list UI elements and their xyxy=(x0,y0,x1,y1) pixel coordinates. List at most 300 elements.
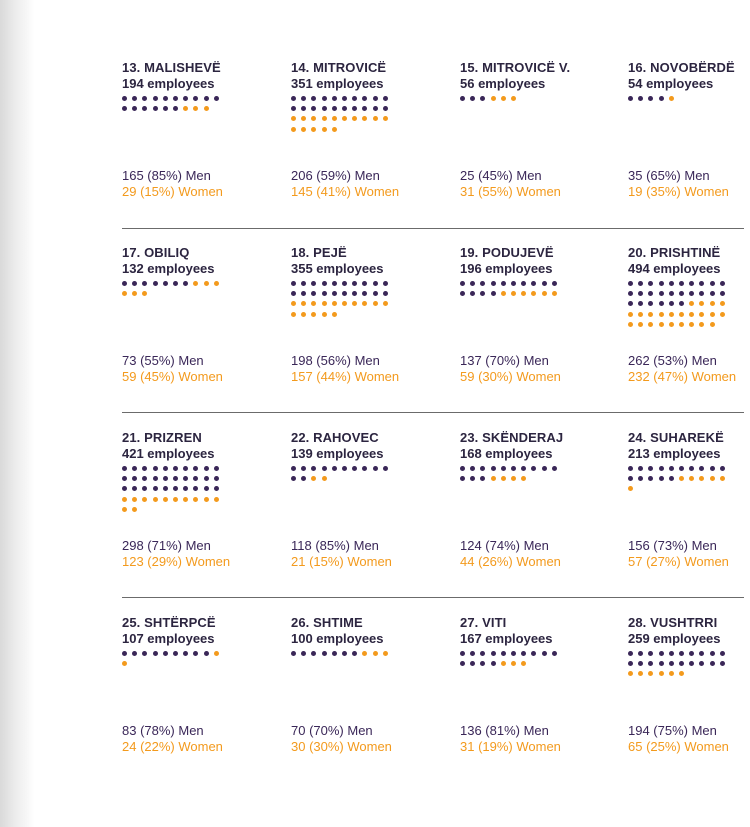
employee-count: 107 employees xyxy=(122,631,215,646)
municipality-title: 24. SUHAREKË xyxy=(628,430,724,445)
employee-count: 355 employees xyxy=(291,261,384,276)
women-count: 19 (35%) Women xyxy=(628,184,729,199)
men-dot xyxy=(173,466,178,471)
men-dot xyxy=(173,486,178,491)
employee-count: 167 employees xyxy=(460,631,553,646)
men-dot xyxy=(122,486,127,491)
men-dot xyxy=(301,651,306,656)
dot-chart xyxy=(291,651,421,711)
men-dot xyxy=(648,281,653,286)
men-dot xyxy=(311,281,316,286)
men-dot xyxy=(153,106,158,111)
men-dot xyxy=(480,466,485,471)
men-count: 198 (56%) Men xyxy=(291,353,380,368)
women-dot xyxy=(214,497,219,502)
men-dot xyxy=(132,651,137,656)
men-dot xyxy=(531,466,536,471)
municipality-card xyxy=(122,430,282,590)
women-dot xyxy=(542,291,547,296)
men-dot xyxy=(352,466,357,471)
municipality-title: 19. PODUJEVË xyxy=(460,245,554,260)
employee-count: 194 employees xyxy=(122,76,215,91)
women-count: 44 (26%) Women xyxy=(460,554,561,569)
women-dot xyxy=(638,322,643,327)
women-dot xyxy=(511,476,516,481)
men-dot xyxy=(521,281,526,286)
men-dot xyxy=(301,281,306,286)
men-dot xyxy=(470,661,475,666)
women-count: 31 (55%) Women xyxy=(460,184,561,199)
men-dot xyxy=(501,281,506,286)
women-count: 24 (22%) Women xyxy=(122,739,223,754)
men-dot xyxy=(689,466,694,471)
men-dot xyxy=(511,281,516,286)
men-count: 25 (45%) Men xyxy=(460,168,542,183)
women-dot xyxy=(628,671,633,676)
women-dot xyxy=(362,651,367,656)
women-dot xyxy=(531,291,536,296)
men-dot xyxy=(214,476,219,481)
men-dot xyxy=(638,651,643,656)
women-dot xyxy=(362,116,367,121)
women-dot xyxy=(679,322,684,327)
men-dot xyxy=(373,96,378,101)
women-dot xyxy=(699,301,704,306)
dot-chart xyxy=(460,96,590,156)
women-count: 157 (44%) Women xyxy=(291,369,400,384)
men-dot xyxy=(153,96,158,101)
men-dot xyxy=(352,291,357,296)
women-dot xyxy=(383,116,388,121)
women-dot xyxy=(301,312,306,317)
men-dot xyxy=(311,96,316,101)
employee-count: 100 employees xyxy=(291,631,384,646)
men-dot xyxy=(679,291,684,296)
women-dot xyxy=(322,476,327,481)
women-dot xyxy=(173,497,178,502)
women-dot xyxy=(679,312,684,317)
men-dot xyxy=(163,466,168,471)
municipality-card xyxy=(122,615,282,775)
men-dot xyxy=(689,661,694,666)
men-count: 124 (74%) Men xyxy=(460,538,549,553)
men-dot xyxy=(291,466,296,471)
women-dot xyxy=(163,497,168,502)
dot-chart xyxy=(460,281,590,341)
employee-count: 196 employees xyxy=(460,261,553,276)
men-dot xyxy=(679,661,684,666)
men-dot xyxy=(322,281,327,286)
municipality-card xyxy=(460,60,620,220)
men-dot xyxy=(501,651,506,656)
men-dot xyxy=(531,651,536,656)
men-dot xyxy=(659,651,664,656)
men-dot xyxy=(720,466,725,471)
dot-chart xyxy=(122,466,252,526)
dot-chart xyxy=(122,281,252,341)
women-dot xyxy=(311,301,316,306)
men-dot xyxy=(193,651,198,656)
women-dot xyxy=(204,106,209,111)
women-dot xyxy=(521,661,526,666)
men-dot xyxy=(142,96,147,101)
women-dot xyxy=(122,661,127,666)
women-dot xyxy=(699,476,704,481)
men-dot xyxy=(648,651,653,656)
men-dot xyxy=(638,301,643,306)
men-dot xyxy=(122,476,127,481)
women-dot xyxy=(352,301,357,306)
men-dot xyxy=(521,651,526,656)
men-dot xyxy=(480,476,485,481)
men-dot xyxy=(122,281,127,286)
men-count: 136 (81%) Men xyxy=(460,723,549,738)
men-dot xyxy=(362,96,367,101)
women-dot xyxy=(291,116,296,121)
men-dot xyxy=(648,466,653,471)
men-count: 83 (78%) Men xyxy=(122,723,204,738)
dot-chart xyxy=(628,651,750,711)
men-dot xyxy=(669,291,674,296)
women-dot xyxy=(383,301,388,306)
men-dot xyxy=(491,466,496,471)
women-dot xyxy=(638,312,643,317)
employee-count: 132 employees xyxy=(122,261,215,276)
men-dot xyxy=(332,651,337,656)
dot-chart xyxy=(460,651,590,711)
men-dot xyxy=(173,281,178,286)
women-dot xyxy=(301,116,306,121)
men-dot xyxy=(470,291,475,296)
men-dot xyxy=(173,651,178,656)
men-dot xyxy=(689,291,694,296)
dot-chart xyxy=(628,466,750,526)
men-dot xyxy=(352,281,357,286)
men-count: 206 (59%) Men xyxy=(291,168,380,183)
men-dot xyxy=(628,476,633,481)
women-dot xyxy=(648,312,653,317)
women-dot xyxy=(291,127,296,132)
men-dot xyxy=(720,281,725,286)
men-dot xyxy=(710,281,715,286)
men-dot xyxy=(132,466,137,471)
men-dot xyxy=(628,301,633,306)
men-dot xyxy=(383,96,388,101)
women-dot xyxy=(142,497,147,502)
women-dot xyxy=(679,671,684,676)
men-dot xyxy=(342,651,347,656)
women-dot xyxy=(501,476,506,481)
dot-chart xyxy=(291,466,421,526)
women-dot xyxy=(301,301,306,306)
women-dot xyxy=(132,291,137,296)
men-dot xyxy=(301,96,306,101)
women-dot xyxy=(373,301,378,306)
women-dot xyxy=(142,291,147,296)
men-dot xyxy=(669,651,674,656)
men-dot xyxy=(291,96,296,101)
men-dot xyxy=(214,96,219,101)
men-dot xyxy=(204,651,209,656)
men-dot xyxy=(163,281,168,286)
women-count: 30 (30%) Women xyxy=(291,739,392,754)
men-dot xyxy=(373,291,378,296)
men-dot xyxy=(648,476,653,481)
men-dot xyxy=(669,281,674,286)
women-dot xyxy=(342,116,347,121)
men-dot xyxy=(648,96,653,101)
men-dot xyxy=(699,661,704,666)
men-dot xyxy=(183,651,188,656)
men-dot xyxy=(542,651,547,656)
women-dot xyxy=(193,281,198,286)
municipality-title: 15. MITROVICË V. xyxy=(460,60,571,75)
women-dot xyxy=(521,476,526,481)
men-dot xyxy=(311,106,316,111)
men-dot xyxy=(291,281,296,286)
municipality-title: 18. PEJË xyxy=(291,245,347,260)
women-dot xyxy=(311,127,316,132)
women-dot xyxy=(332,127,337,132)
men-dot xyxy=(132,486,137,491)
men-dot xyxy=(460,661,465,666)
men-count: 118 (85%) Men xyxy=(291,538,379,553)
women-dot xyxy=(491,476,496,481)
municipality-title: 28. VUSHTRRI xyxy=(628,615,718,630)
municipality-title: 20. PRISHTINË xyxy=(628,245,721,260)
men-dot xyxy=(491,281,496,286)
women-dot xyxy=(669,322,674,327)
women-count: 59 (30%) Women xyxy=(460,369,561,384)
municipality-title: 22. RAHOVEC xyxy=(291,430,379,445)
men-dot xyxy=(373,106,378,111)
women-dot xyxy=(720,301,725,306)
men-dot xyxy=(480,281,485,286)
men-dot xyxy=(659,301,664,306)
women-dot xyxy=(659,671,664,676)
men-dot xyxy=(153,476,158,481)
women-dot xyxy=(153,497,158,502)
municipality-title: 26. SHTIME xyxy=(291,615,363,630)
employee-count: 54 employees xyxy=(628,76,714,91)
women-dot xyxy=(291,312,296,317)
men-dot xyxy=(142,466,147,471)
men-count: 35 (65%) Men xyxy=(628,168,710,183)
women-dot xyxy=(689,476,694,481)
men-dot xyxy=(204,486,209,491)
men-dot xyxy=(193,476,198,481)
women-count: 31 (19%) Women xyxy=(460,739,561,754)
women-dot xyxy=(501,661,506,666)
men-dot xyxy=(628,291,633,296)
women-dot xyxy=(689,322,694,327)
men-dot xyxy=(122,466,127,471)
men-dot xyxy=(669,661,674,666)
men-dot xyxy=(460,96,465,101)
men-dot xyxy=(542,466,547,471)
men-dot xyxy=(699,291,704,296)
men-dot xyxy=(669,476,674,481)
men-dot xyxy=(491,651,496,656)
men-dot xyxy=(710,466,715,471)
men-dot xyxy=(362,466,367,471)
men-dot xyxy=(659,291,664,296)
men-dot xyxy=(470,476,475,481)
men-dot xyxy=(332,291,337,296)
men-dot xyxy=(648,301,653,306)
women-dot xyxy=(648,322,653,327)
men-count: 73 (55%) Men xyxy=(122,353,204,368)
women-dot xyxy=(332,116,337,121)
municipality-title: 13. MALISHEVË xyxy=(122,60,221,75)
men-dot xyxy=(183,96,188,101)
dot-chart xyxy=(460,466,590,526)
men-count: 165 (85%) Men xyxy=(122,168,211,183)
men-dot xyxy=(163,651,168,656)
women-dot xyxy=(720,312,725,317)
employee-count: 139 employees xyxy=(291,446,384,461)
men-dot xyxy=(383,106,388,111)
employee-count: 168 employees xyxy=(460,446,553,461)
men-dot xyxy=(699,651,704,656)
women-dot xyxy=(628,486,633,491)
women-dot xyxy=(669,671,674,676)
men-dot xyxy=(214,486,219,491)
men-dot xyxy=(332,106,337,111)
men-dot xyxy=(183,476,188,481)
women-dot xyxy=(311,116,316,121)
men-dot xyxy=(460,476,465,481)
men-dot xyxy=(291,106,296,111)
men-dot xyxy=(362,291,367,296)
men-dot xyxy=(531,281,536,286)
men-dot xyxy=(301,466,306,471)
men-dot xyxy=(659,281,664,286)
men-count: 137 (70%) Men xyxy=(460,353,549,368)
men-dot xyxy=(689,281,694,286)
women-count: 65 (25%) Women xyxy=(628,739,729,754)
men-dot xyxy=(552,466,557,471)
men-dot xyxy=(470,466,475,471)
men-dot xyxy=(332,281,337,286)
women-dot xyxy=(720,476,725,481)
men-dot xyxy=(470,96,475,101)
employee-count: 259 employees xyxy=(628,631,721,646)
women-count: 59 (45%) Women xyxy=(122,369,223,384)
municipality-card xyxy=(628,615,750,775)
men-count: 156 (73%) Men xyxy=(628,538,717,553)
women-dot xyxy=(710,301,715,306)
men-dot xyxy=(501,466,506,471)
men-dot xyxy=(142,476,147,481)
women-dot xyxy=(501,291,506,296)
municipality-title: 27. VITI xyxy=(460,615,507,630)
women-dot xyxy=(342,301,347,306)
men-dot xyxy=(352,651,357,656)
men-dot xyxy=(720,651,725,656)
men-dot xyxy=(491,661,496,666)
men-count: 194 (75%) Men xyxy=(628,723,717,738)
women-dot xyxy=(501,96,506,101)
men-dot xyxy=(659,96,664,101)
women-dot xyxy=(291,301,296,306)
municipality-card xyxy=(628,245,750,405)
men-count: 262 (53%) Men xyxy=(628,353,717,368)
women-dot xyxy=(352,116,357,121)
row-divider xyxy=(122,228,744,229)
row-divider xyxy=(122,412,744,413)
women-dot xyxy=(214,651,219,656)
municipality-title: 14. MITROVICË xyxy=(291,60,387,75)
men-dot xyxy=(183,281,188,286)
employee-count: 351 employees xyxy=(291,76,384,91)
women-dot xyxy=(183,106,188,111)
women-dot xyxy=(301,127,306,132)
women-dot xyxy=(521,291,526,296)
men-dot xyxy=(628,281,633,286)
men-dot xyxy=(153,486,158,491)
municipality-title: 23. SKËNDERAJ xyxy=(460,430,564,445)
men-dot xyxy=(311,466,316,471)
women-dot xyxy=(511,291,516,296)
men-dot xyxy=(480,651,485,656)
men-dot xyxy=(542,281,547,286)
women-count: 57 (27%) Women xyxy=(628,554,729,569)
women-dot xyxy=(362,301,367,306)
municipality-card xyxy=(291,430,451,590)
municipality-title: 25. SHTËRPCË xyxy=(122,615,216,630)
men-dot xyxy=(153,466,158,471)
women-dot xyxy=(689,312,694,317)
women-dot xyxy=(122,497,127,502)
men-dot xyxy=(383,291,388,296)
men-dot xyxy=(142,106,147,111)
men-dot xyxy=(183,486,188,491)
men-dot xyxy=(183,466,188,471)
men-dot xyxy=(342,466,347,471)
men-dot xyxy=(480,661,485,666)
men-dot xyxy=(648,661,653,666)
men-dot xyxy=(301,476,306,481)
employee-count: 421 employees xyxy=(122,446,215,461)
men-dot xyxy=(699,281,704,286)
men-dot xyxy=(342,291,347,296)
men-dot xyxy=(193,96,198,101)
men-dot xyxy=(142,486,147,491)
women-count: 232 (47%) Women xyxy=(628,369,737,384)
men-dot xyxy=(291,651,296,656)
men-dot xyxy=(132,96,137,101)
municipality-card xyxy=(291,615,451,775)
women-dot xyxy=(373,116,378,121)
men-dot xyxy=(362,106,367,111)
men-dot xyxy=(470,281,475,286)
men-dot xyxy=(173,106,178,111)
women-dot xyxy=(332,301,337,306)
women-dot xyxy=(689,301,694,306)
women-dot xyxy=(332,312,337,317)
dot-chart xyxy=(628,281,750,341)
women-count: 29 (15%) Women xyxy=(122,184,223,199)
men-dot xyxy=(679,466,684,471)
men-dot xyxy=(332,466,337,471)
men-dot xyxy=(153,651,158,656)
women-dot xyxy=(183,497,188,502)
women-dot xyxy=(122,291,127,296)
dot-chart xyxy=(122,651,252,711)
men-dot xyxy=(460,466,465,471)
employee-count: 56 employees xyxy=(460,76,546,91)
